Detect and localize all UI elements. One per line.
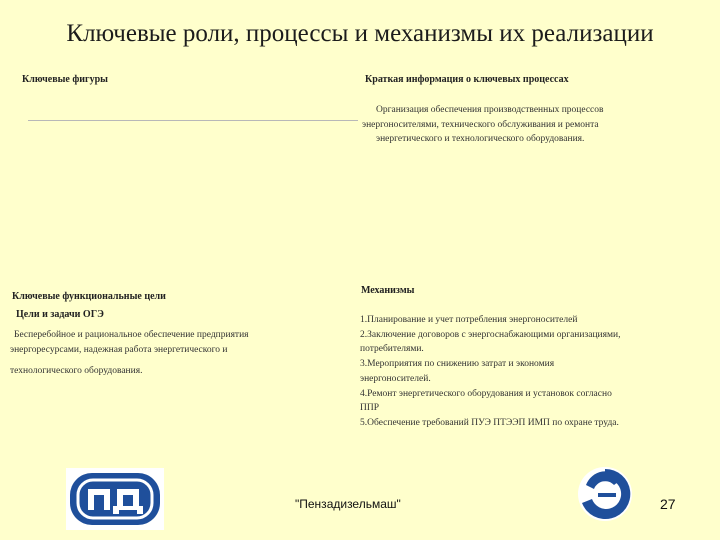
company-logo-right bbox=[576, 465, 634, 523]
mechanism-item: 3.Мероприятия по снижению затрат и экономия bbox=[360, 359, 555, 370]
goals-text bbox=[10, 328, 320, 379]
divider-line bbox=[28, 120, 358, 121]
goals-line: Бесперебойное и рациональное обеспечение предприятия bbox=[14, 330, 249, 340]
processes-line: энергоносителями, технического обслуживания и ремонта bbox=[362, 119, 599, 130]
mechanism-item: ППР bbox=[360, 403, 380, 414]
swirl-emblem-icon bbox=[576, 465, 634, 523]
mechanism-item: 5.Обеспечение требований ПУЭ ПТЭЭП ИМП по охране труда. bbox=[360, 417, 619, 428]
mechanism-item: 4.Ремонт энергетического оборудования и установок согласно bbox=[360, 388, 612, 399]
company-logo-left bbox=[66, 468, 164, 530]
goals-line: технологического оборудования. bbox=[10, 366, 143, 376]
mechanism-item: потребителями. bbox=[360, 344, 424, 355]
processes-heading: Краткая информация о ключевых процессах bbox=[365, 74, 569, 85]
goals-line: энергоресурсами, надежная работа энергетического и bbox=[10, 344, 228, 355]
processes-line: энергетического и технологического оборудования. bbox=[376, 134, 585, 144]
functional-goals-heading: Ключевые функциональные цели bbox=[12, 291, 166, 302]
pd-emblem-icon bbox=[66, 468, 164, 530]
mechanism-item: энергоносителей. bbox=[360, 373, 431, 384]
mechanisms-list bbox=[360, 313, 705, 431]
page-number: 27 bbox=[660, 496, 676, 512]
goals-subheading: Цели и задачи ОГЭ bbox=[16, 309, 104, 320]
processes-text bbox=[362, 103, 662, 147]
key-figures-heading: Ключевые фигуры bbox=[22, 74, 108, 85]
mechanism-item: 2.Заключение договоров с энергоснабжающими организациями, bbox=[360, 329, 621, 340]
mechanisms-heading: Механизмы bbox=[361, 285, 415, 296]
mechanism-item: 1.Планирование и учет потребления энергоносителей bbox=[360, 315, 578, 325]
slide-title: Ключевые роли, процессы и механизмы их реализации bbox=[66, 20, 654, 47]
footer-company: "Пензадизельмаш" bbox=[295, 497, 401, 511]
processes-line: Организация обеспечения производственных процессов bbox=[376, 105, 604, 115]
